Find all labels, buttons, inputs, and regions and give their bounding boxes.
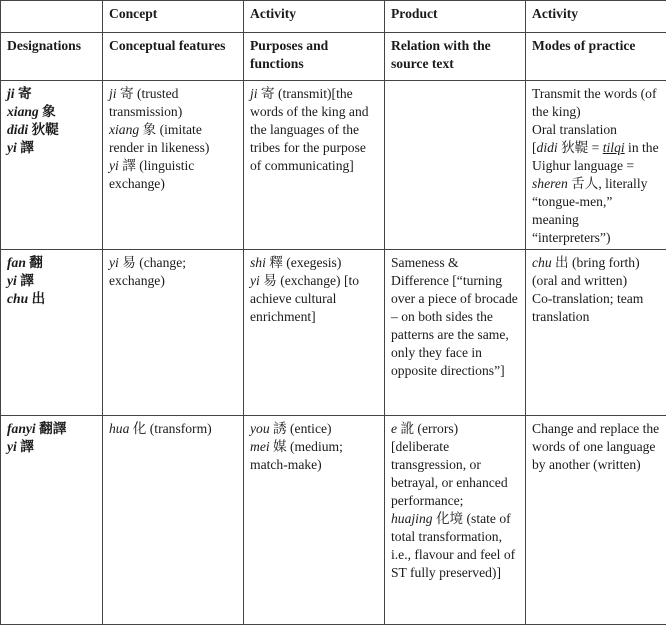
designations-cell: fanyi 翻譯 yi 譯 bbox=[1, 416, 103, 625]
relation-cell: Sameness & Difference [“turning over a piece of brocade – on both sides the patterns are the same, only they face in opposite directions”] bbox=[385, 250, 526, 416]
modes-cell: Change and replace the words of one language by another (written) bbox=[526, 416, 666, 625]
table-row bbox=[1, 81, 666, 250]
concept-cell: hua 化 (transform) bbox=[103, 416, 244, 625]
header-conceptual-features: Conceptual features bbox=[103, 33, 244, 81]
purpose-cell: shi 釋 (exegesis) yi 易 (exchange) [to achieve cultural enrichment] bbox=[244, 250, 385, 416]
table-row bbox=[1, 250, 666, 416]
header-purposes-functions: Purposes and functions bbox=[244, 33, 385, 81]
relation-cell bbox=[385, 81, 526, 250]
header-activity-2: Activity bbox=[526, 1, 666, 33]
designations-cell: fan 翻 yi 譯 chu 出 bbox=[1, 250, 103, 416]
header-activity: Activity bbox=[244, 1, 385, 33]
designations-cell: ji 寄 xiang 象 didi 狄鞮 yi 譯 bbox=[1, 81, 103, 250]
header-relation-source: Relation with the source text bbox=[385, 33, 526, 81]
concept-cell: ji 寄 (trusted transmission) xiang 象 (imitate render in likeness) yi 譯 (linguistic exchange) bbox=[103, 81, 244, 250]
header-designations: Designations bbox=[1, 33, 103, 81]
header-empty-cell bbox=[1, 1, 103, 33]
purpose-cell: ji 寄 (transmit)[the words of the king and the languages of the tribes for the purpose of communicating] bbox=[244, 81, 385, 250]
header-product: Product bbox=[385, 1, 526, 33]
header-row-1 bbox=[1, 1, 666, 33]
modes-cell: chu 出 (bring forth) (oral and written) Co-translation; team translation bbox=[526, 250, 666, 416]
table-row bbox=[1, 416, 666, 625]
header-concept: Concept bbox=[103, 1, 244, 33]
purpose-cell: you 誘 (entice) mei 媒 (medium; match-make) bbox=[244, 416, 385, 625]
header-modes-practice: Modes of practice bbox=[526, 33, 666, 81]
concept-cell: yi 易 (change; exchange) bbox=[103, 250, 244, 416]
header-row-2 bbox=[1, 33, 666, 81]
modes-cell: Transmit the words (of the king) Oral translation [didi 狄鞮 = tilqi in the Uighur language = sheren 舌人, literally “tongue-men,” meaning “interpreters”) bbox=[526, 81, 666, 250]
relation-cell: e 訛 (errors) [deliberate transgression, or betrayal, or enhanced performance; huajing 化境 (state of total transformation, i.e., flavour and feel of ST fully preserved)] bbox=[385, 416, 526, 625]
